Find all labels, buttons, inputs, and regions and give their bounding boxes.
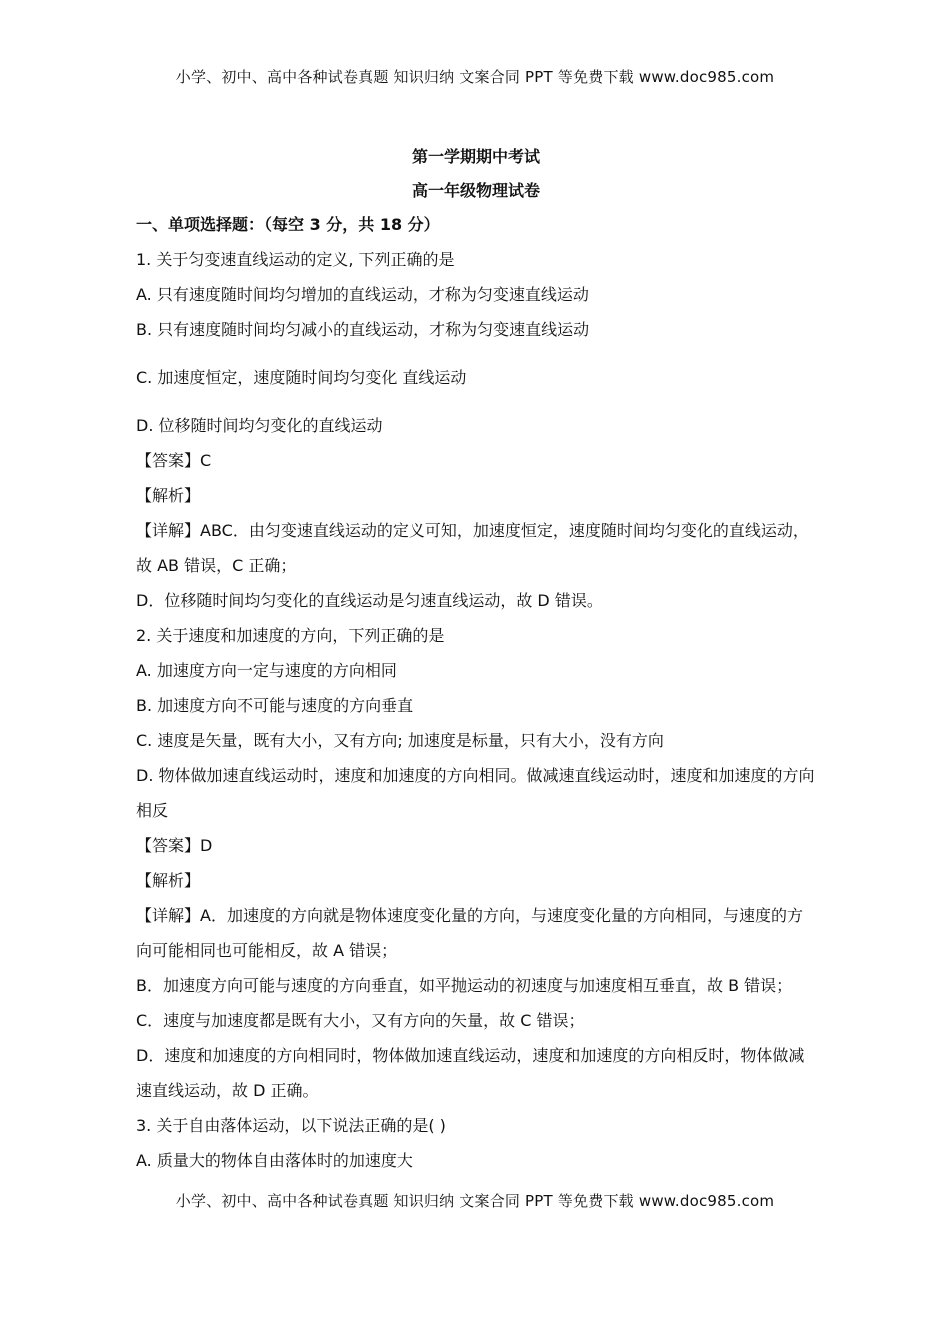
question-2-detail: D．速度和加速度的方向相同时，物体做加速直线运动，速度和加速度的方向相反时，物体做减速直线运动，故 D 正确。 [136,1046,805,1100]
exam-title: 第一学期期中考试 [411,147,540,166]
question-1-detail: D．位移随时间均匀变化的直线运动是匀速直线运动，故 D 错误。 [136,591,603,610]
question-2-answer: 【答案】D [136,836,213,855]
question-2-detail: 【详解】A．加速度的方向就是物体速度变化量的方向，与速度变化量的方向相同，与速度的方向可能相同也可能相反，故 A 错误； [136,906,803,960]
exam-content [136,145,816,1184]
question-2-analysis-label: 【解析】 [136,871,201,890]
exam-subtitle: 高一年级物理试卷 [411,181,540,200]
question-2-option-b: B. 加速度方向不可能与速度的方向垂直 [136,696,414,715]
question-1-answer: 【答案】C [136,451,212,470]
page-header: 小学、初中、高中各种试卷真题 知识归纳 文案合同 PPT 等免费下载 www.doc985.com [175,68,775,86]
question-1-option-c: C. 加速度恒定，速度随时间均匀变化 直线运动 [136,368,467,387]
question-1-option-a: A. 只有速度随时间均匀增加的直线运动，才称为匀变速直线运动 [136,285,589,304]
question-3-stem: 3. 关于自由落体运动，以下说法正确的是( ) [136,1116,446,1135]
question-2-stem: 2. 关于速度和加速度的方向，下列正确的是 [136,626,445,645]
question-1-detail: 【详解】ABC．由匀变速直线运动的定义可知，加速度恒定，速度随时间均匀变化的直线运动，故 AB 错误，C 正确； [136,521,809,575]
question-2-detail: C．速度与加速度都是既有大小，又有方向的矢量，故 C 错误； [136,1011,585,1030]
section-heading: 一、单项选择题：（每空 3 分，共 18 分） [136,215,440,234]
question-2-option-c: C. 速度是矢量，既有大小，又有方向; 加速度是标量，只有大小，没有方向 [136,731,664,750]
question-2-option-a: A. 加速度方向一定与速度的方向相同 [136,661,397,680]
question-3-option-a: A. 质量大的物体自由落体时的加速度大 [136,1151,413,1170]
question-1-option-d: D. 位移随时间均匀变化的直线运动 [136,416,383,435]
question-1-option-b: B. 只有速度随时间均匀减小的直线运动，才称为匀变速直线运动 [136,320,590,339]
question-2-option-d: D. 物体做加速直线运动时，速度和加速度的方向相同。做减速直线运动时，速度和加速度的方向相反 [136,766,815,820]
question-1-stem: 1. 关于匀变速直线运动的定义, 下列正确的是 [136,250,455,269]
question-2-detail: B．加速度方向可能与速度的方向垂直，如平抛运动的初速度与加速度相互垂直，故 B 错误； [136,976,793,995]
page-footer: 小学、初中、高中各种试卷真题 知识归纳 文案合同 PPT 等免费下载 www.doc985.com [175,1192,775,1210]
question-1-analysis-label: 【解析】 [136,486,201,505]
